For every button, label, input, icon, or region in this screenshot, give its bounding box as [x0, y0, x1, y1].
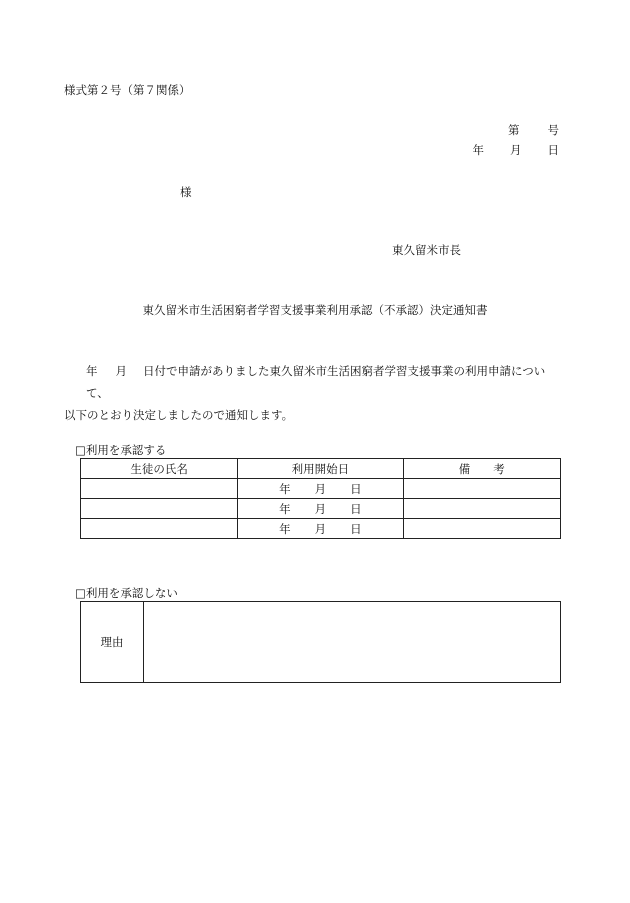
start-date-cell[interactable]	[238, 479, 403, 499]
header-remarks: 備 考	[403, 459, 560, 479]
document-title: 東久留米市生活困窮者学習支援事業利用承認（不承認）決定通知書	[142, 303, 488, 317]
date-month: 月	[510, 143, 522, 157]
deny-checkbox-label[interactable]: □利用を承認しない	[75, 586, 178, 600]
doc-no-prefix: 第	[508, 123, 520, 137]
row-month: 月	[314, 481, 327, 496]
row-day: 日	[350, 521, 362, 536]
table-row	[81, 479, 561, 499]
table-row	[81, 499, 561, 519]
issuer: 東久留米市長	[392, 243, 461, 257]
row-year: 年	[279, 481, 291, 496]
row-day: 日	[350, 501, 362, 516]
approve-table	[80, 458, 561, 539]
row-month: 月	[314, 521, 327, 536]
document-number	[508, 122, 559, 138]
body-year: 年	[86, 364, 98, 378]
student-name-cell[interactable]	[81, 499, 238, 519]
issue-date	[473, 142, 560, 158]
table-row	[81, 519, 561, 539]
row-day: 日	[350, 481, 362, 496]
header-start-date: 利用開始日	[238, 459, 403, 479]
body-line-1	[64, 360, 564, 404]
remarks-cell[interactable]	[403, 479, 560, 499]
reason-label: 理由	[81, 602, 144, 683]
start-date-cell[interactable]	[238, 519, 403, 539]
table-header-row	[81, 459, 561, 479]
body-month: 月	[115, 364, 127, 378]
deny-table	[80, 601, 561, 683]
start-date-cell[interactable]	[238, 499, 403, 519]
remarks-cell[interactable]	[403, 499, 560, 519]
row-month: 月	[314, 501, 327, 516]
doc-no-suffix: 号	[547, 123, 559, 137]
reason-field[interactable]	[144, 602, 561, 683]
approve-checkbox-label[interactable]: □利用を承認する	[75, 443, 167, 457]
date-year: 年	[472, 143, 484, 157]
form-number: 様式第２号（第７関係）	[64, 83, 191, 97]
row-year: 年	[279, 501, 291, 516]
addressee: 様	[180, 185, 192, 199]
date-day: 日	[547, 143, 559, 157]
body-line-2: 以下のとおり決定しましたので通知します。	[64, 408, 294, 422]
student-name-cell[interactable]	[81, 479, 238, 499]
student-name-cell[interactable]	[81, 519, 238, 539]
body-paragraph	[64, 360, 564, 426]
header-student-name: 生徒の氏名	[81, 459, 238, 479]
body-line-1-text: 日付で申請がありました東久留米市生活困窮者学習支援事業の利用申請について、	[86, 364, 546, 400]
remarks-cell[interactable]	[403, 519, 560, 539]
row-year: 年	[279, 521, 291, 536]
reason-row	[81, 602, 561, 683]
